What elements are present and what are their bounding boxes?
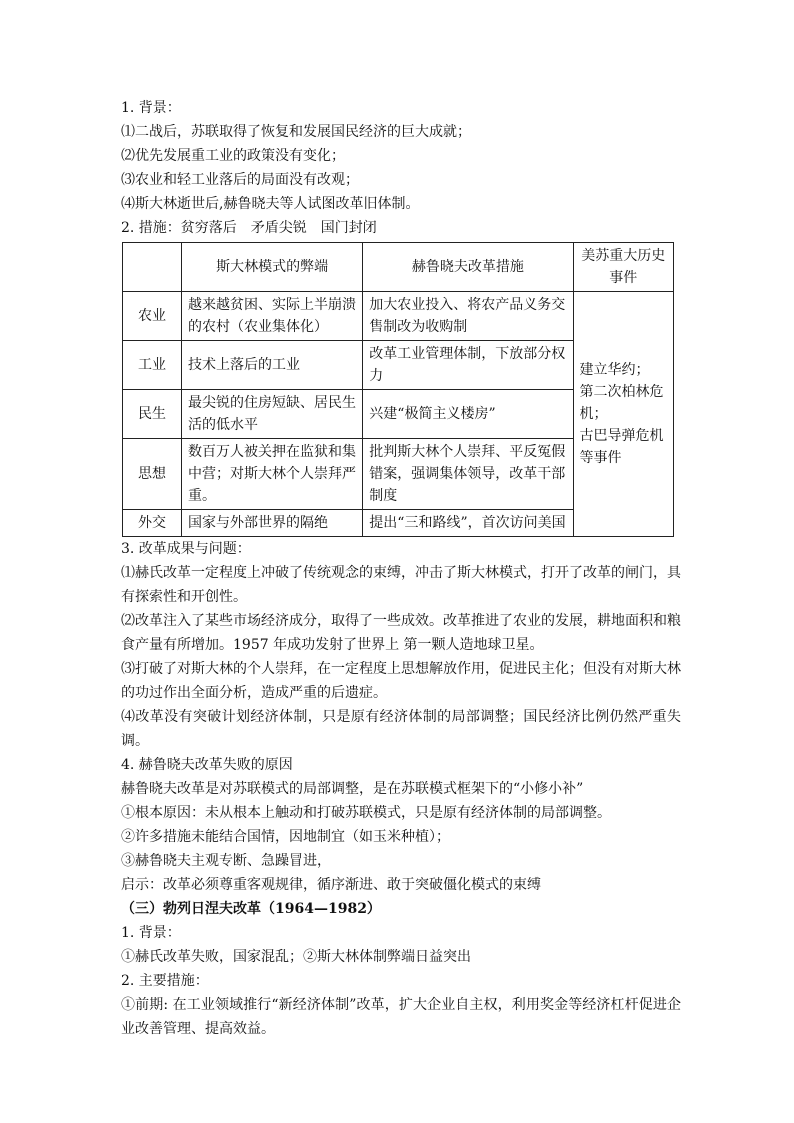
- table-cell: 提出“三和路线”，首次访问美国: [363, 510, 573, 537]
- section-title-failure-reasons: 4. 赫鲁晓夫改革失败的原因: [121, 757, 293, 773]
- table-category-cell: 思想: [123, 439, 182, 510]
- comparison-table: [122, 242, 674, 537]
- failure-intro: 赫鲁晓夫改革是对苏联模式的局部调整，是在苏联模式框架下的“小修小补”: [121, 781, 584, 797]
- table-cell: 技术上落后的工业: [182, 341, 363, 390]
- table-cell: 数百万人被关押在监狱和集中营；对斯大林个人崇拜严重。: [182, 439, 363, 510]
- table-cell: 批判斯大林个人崇拜、平反冤假错案，强调集体领导，改革干部制度: [363, 439, 573, 510]
- section-title-measures: 2. 措施：贫穷落后 矛盾尖锐 国门封闭: [121, 220, 377, 236]
- result-item: ⑵改革注入了某些市场经济成分，取得了一些成效。改革推进了农业的发展，耕地面积和粮食产量有所增加。1957 年成功发射了世界上 第一颗人造地球卫星。: [121, 613, 681, 653]
- section-title-background: 1. 背景：: [121, 100, 181, 116]
- table-category-cell: 农业: [123, 292, 182, 341]
- failure-item: ②许多措施未能结合国情，因地制宜（如玉米种植）；: [121, 829, 450, 845]
- event-item: 第二次柏林危机；: [579, 384, 664, 422]
- table-cell: 兴建“极简主义楼房”: [363, 390, 573, 439]
- table-cell: 国家与外部世界的隔绝: [182, 510, 363, 537]
- table-category-cell: 民生: [123, 390, 182, 439]
- table-cell: 最尖锐的住房短缺、居民生活的低水平: [182, 390, 363, 439]
- failure-item: ③赫鲁晓夫主观专断、急躁冒进，: [121, 853, 331, 869]
- events-cell: [573, 292, 673, 537]
- brezhnev-background-text: ①赫氏改革失败，国家混乱；②斯大林体制弊端日益突出: [121, 949, 471, 965]
- brezhnev-measures-title: 2. 主要措施：: [121, 973, 209, 989]
- table-cell: 越来越贫困、实际上半崩溃的农村（农业集体化）: [182, 292, 363, 341]
- table-header-cell: [123, 243, 182, 292]
- background-item: ⑶农业和轻工业落后的局面没有改观；: [121, 172, 359, 188]
- event-item: 古巴导弹危机等事件: [579, 428, 664, 466]
- lesson-text: 启示：改革必须尊重客观规律，循序渐进、敢于突破僵化模式的束缚: [121, 877, 541, 893]
- section-title-results: 3. 改革成果与问题：: [121, 541, 251, 557]
- result-item: ⑶打破了对斯大林的个人崇拜，在一定程度上思想解放作用，促进民主化；但没有对斯大林的功过作出全面分析，造成严重的后遗症。: [121, 661, 681, 701]
- table-header-row: [123, 243, 674, 292]
- table-header-cell: 赫鲁晓夫改革措施: [363, 243, 573, 292]
- document-body: [121, 96, 681, 1041]
- table-category-cell: 工业: [123, 341, 182, 390]
- brezhnev-background-title: 1. 背景：: [121, 925, 181, 941]
- brezhnev-heading: （三）勃列日涅夫改革（1964—1982）: [121, 901, 381, 917]
- background-item: ⑷斯大林逝世后,赫鲁晓夫等人试图改革旧体制。: [121, 196, 420, 212]
- brezhnev-measures-text: ①前期: 在工业领域推行“新经济体制”改革，扩大企业自主权，利用奖金等经济杠杆促进企业改善管理、提高效益。: [121, 997, 681, 1037]
- failure-item: ①根本原因：未从根本上触动和打破苏联模式，只是原有经济体制的局部调整。: [121, 805, 611, 821]
- table-row: [123, 292, 674, 341]
- table-category-cell: 外交: [123, 510, 182, 537]
- result-item: ⑴赫氏改革一定程度上冲破了传统观念的束缚，冲击了斯大林模式，打开了改革的闸门，具有探索性和开创性。: [121, 565, 681, 605]
- background-item: ⑵优先发展重工业的政策没有变化；: [121, 148, 345, 164]
- table-cell: 改革工业管理体制，下放部分权力: [363, 341, 573, 390]
- table-header-cell: 斯大林模式的弊端: [182, 243, 363, 292]
- result-item: ⑷改革没有突破计划经济体制，只是原有经济体制的局部调整；国民经济比例仍然严重失调。: [121, 709, 681, 749]
- event-item: 建立华约；: [579, 362, 650, 378]
- table-header-cell: 美苏重大历史事件: [573, 243, 673, 292]
- background-item: ⑴二战后，苏联取得了恢复和发展国民经济的巨大成就；: [121, 124, 471, 140]
- table-cell: 加大农业投入、将农产品义务交售制改为收购制: [363, 292, 573, 341]
